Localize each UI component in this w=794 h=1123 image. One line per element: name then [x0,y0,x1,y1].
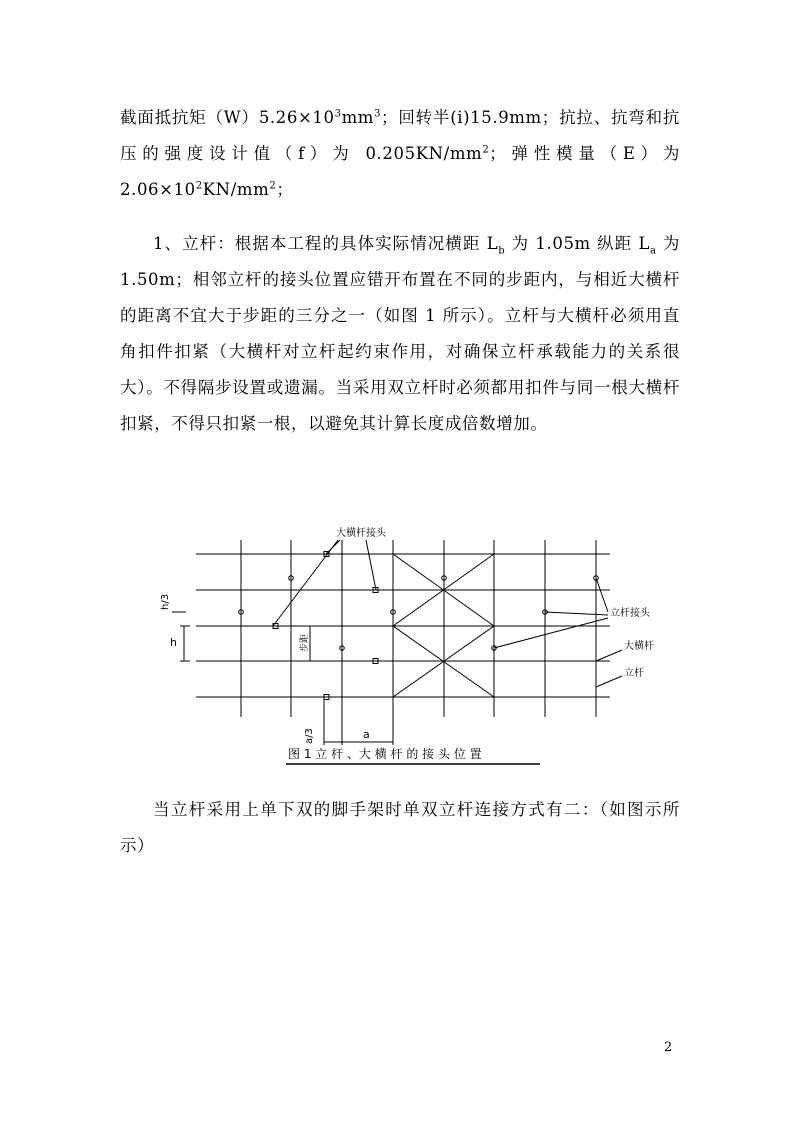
superscript: 3 [334,108,342,120]
leader-line [366,540,376,590]
page-number: 2 [664,1040,673,1055]
leader-line [494,618,608,648]
text-run: 截面抵抗矩（W）5.26×10 [120,108,335,127]
figure-joint-positions [150,520,680,770]
paragraph-connection-methods: 当立杆采用上单下双的脚手架时单双立杆连接方式有二：（如图示所示） [120,800,680,855]
text-run: 1、立杆：根据本工程的具体实际情况横距 L [153,234,499,253]
leader-line [596,578,608,612]
dim-label-h3: h/3 [160,593,171,610]
text-run: 为 1.50m；相邻立杆的接头位置应错开布置在不同的步距内，与相近大横杆的距离不宜大于步距的三分之一（如图 1 所示）。立杆与大横杆必须用直角扣件扣紧（大横杆对立杆起约束作用，对确保立杆承载能力的关系很大）。不得隔步设置或遗漏。当采用双立杆时必须都用扣件与同一根大横杆扣紧，不得只扣紧一根，以避免其计算长度成倍数增加。 [120,234,681,433]
text-run: mm [341,108,375,127]
superscript: 2 [195,180,203,192]
leader-line [596,650,622,661]
text-run: ；弹性模量（E）为 2.06×10 [120,144,680,199]
label-vertical-bar: 立杆 [624,668,644,679]
dim-label-a: a [363,728,370,741]
text-run: ；回转半(i)15.9mm；抗拉、抗弯和抗压的强度设计值（f）为 0.205KN/mm [120,108,680,163]
label-horizontal-joint: 大横杆接头 [336,528,386,539]
dim-label-a3: a/3 [304,728,315,744]
leader-line [326,540,340,554]
figure-caption: 图 1 立 杆 、大 横 杆 的 接 头 位 置 [288,747,482,761]
leader-line [545,612,608,615]
dim-label-step: 步距 [300,633,310,652]
label-horizontal-bar: 大横杆 [624,641,654,652]
superscript: 3 [374,108,382,120]
superscript: 2 [269,180,277,192]
text-run: 为 1.05m 纵距 L [505,234,651,253]
paragraph-section-properties [120,100,680,208]
superscript: 2 [482,144,490,156]
paragraph-vertical-pole [120,226,680,442]
subscript: b [498,245,506,257]
label-vertical-joint: 立杆接头 [610,608,650,619]
subscript: a [650,245,657,257]
text-run: ； [276,180,294,199]
dim-label-h: h [170,636,177,649]
leader-line [273,540,338,626]
leader-line [596,676,622,687]
text-run: KN/mm [202,180,270,199]
